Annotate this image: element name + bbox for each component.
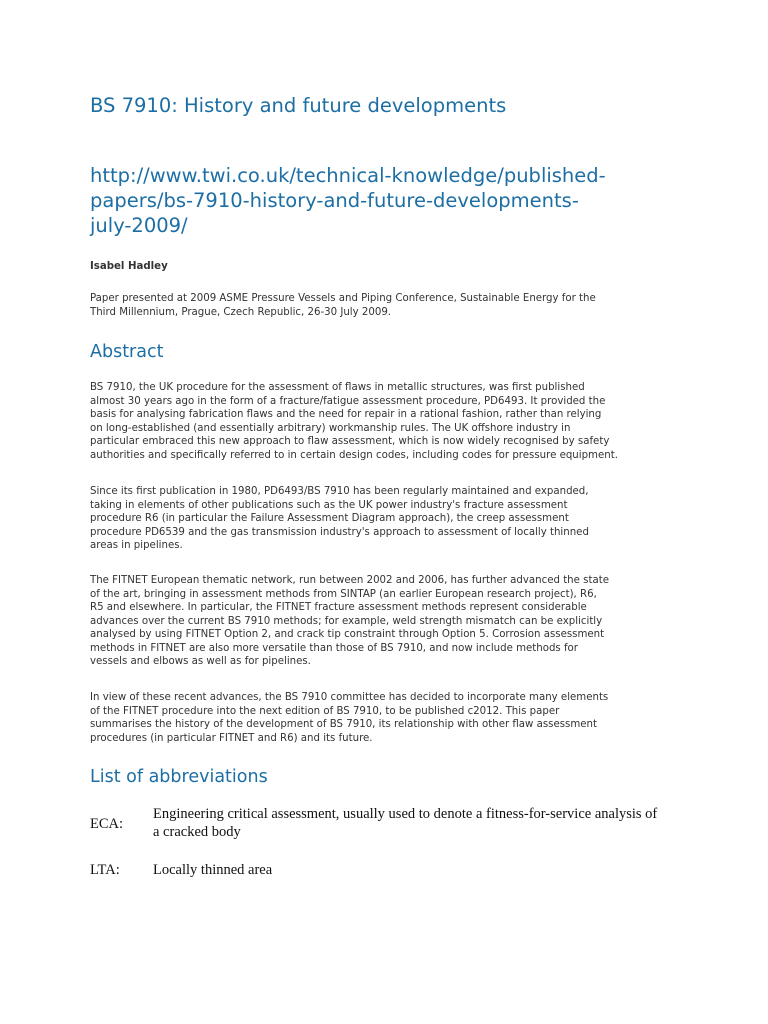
abstract-heading: Abstract: [90, 342, 164, 362]
text-line: a cracked body: [153, 824, 241, 840]
abbreviation-definition: [153, 861, 693, 879]
text-line: procedures (in particular FITNET and R6) and its future.: [90, 732, 373, 744]
text-line: Since its first publication in 1980, PD6493/BS 7910 has been regularly maintained and expanded,: [90, 486, 589, 497]
text-line: of the FITNET procedure into the next edition of BS 7910, to be published c2012. This paper: [90, 705, 560, 717]
author-name: Isabel Hadley: [90, 261, 168, 272]
text-line: procedure R6 (in particular the Failure Assessment Diagram approach), the creep assessment: [90, 513, 569, 524]
text-line: taking in elements of other publications such as the UK power industry's fracture assessment: [90, 499, 568, 511]
text-line: on long-established (and essentially arbitrary) workmanship rules. The UK offshore industry in: [90, 422, 571, 434]
abstract-paragraph-2: [90, 485, 690, 553]
abstract-paragraph-4: [90, 691, 690, 745]
abbreviations-heading: List of abbreviations: [90, 767, 268, 787]
text-line: advances over the current BS 7910 methods; for example, weld strength mismatch can be explicitly: [90, 615, 603, 627]
presented-at-paragraph: [90, 292, 690, 319]
text-line: procedure PD6539 and the gas transmission industry's approach to assessment of locally thinned: [90, 526, 589, 538]
document-title: BS 7910: History and future developments: [90, 94, 507, 117]
source-url-line[interactable]: papers/bs-7910-history-and-future-developments-: [90, 189, 579, 212]
abbreviation-term: ECA:: [90, 816, 124, 832]
source-url[interactable]: [90, 163, 690, 238]
text-line: methods in FITNET are also more versatile than those of BS 7910, and now include methods for: [90, 642, 578, 654]
text-line: particular embraced this new approach to flaw assessment, which is now widely recognised by safety: [90, 436, 610, 447]
text-line: Engineering critical assessment, usually used to denote a fitness-for-service analysis of: [153, 806, 658, 822]
text-line: analysed by using FITNET Option 2, and crack tip constraint through Option 5. Corrosion assessment: [90, 629, 605, 640]
text-line: Third Millennium, Prague, Czech Republic, 26-30 July 2009.: [90, 306, 392, 318]
source-url-line[interactable]: july-2009/: [90, 214, 188, 237]
text-line: Locally thinned area: [153, 862, 273, 878]
text-line: summarises the history of the development of BS 7910, its relationship with other flaw assessment: [90, 719, 597, 730]
text-line: BS 7910, the UK procedure for the assessment of flaws in metallic structures, was first published: [90, 382, 585, 393]
text-line: of the art, bringing in assessment methods from SINTAP (an earlier European research project), R6,: [90, 588, 597, 600]
abstract-paragraph-3: [90, 574, 690, 669]
source-url-line[interactable]: http://www.twi.co.uk/technical-knowledge/published-: [90, 164, 606, 187]
text-line: authorities and specifically referred to in certain design codes, including codes for pressure equipment.: [90, 449, 618, 461]
text-line: R5 and elsewhere. In particular, the FITNET fracture assessment methods represent considerable: [90, 602, 587, 613]
text-line: areas in pipelines.: [90, 540, 183, 551]
abstract-paragraph-1: [90, 381, 690, 462]
text-line: basis for analysing fabrication flaws and the need for repair in a rational fashion, rather than relying: [90, 409, 602, 420]
text-line: vessels and elbows as well as for pipelines.: [90, 656, 311, 667]
text-line: In view of these recent advances, the BS 7910 committee has decided to incorporate many elements: [90, 692, 609, 703]
text-line: almost 30 years ago in the form of a fracture/fatigue assessment procedure, PD6493. It provided the: [90, 395, 606, 407]
text-line: Paper presented at 2009 ASME Pressure Vessels and Piping Conference, Sustainable Energy for the: [90, 293, 596, 304]
text-line: The FITNET European thematic network, run between 2002 and 2006, has further advanced the state: [90, 575, 609, 586]
abbreviation-definition: [153, 805, 693, 841]
abbreviation-term: LTA:: [90, 862, 120, 878]
